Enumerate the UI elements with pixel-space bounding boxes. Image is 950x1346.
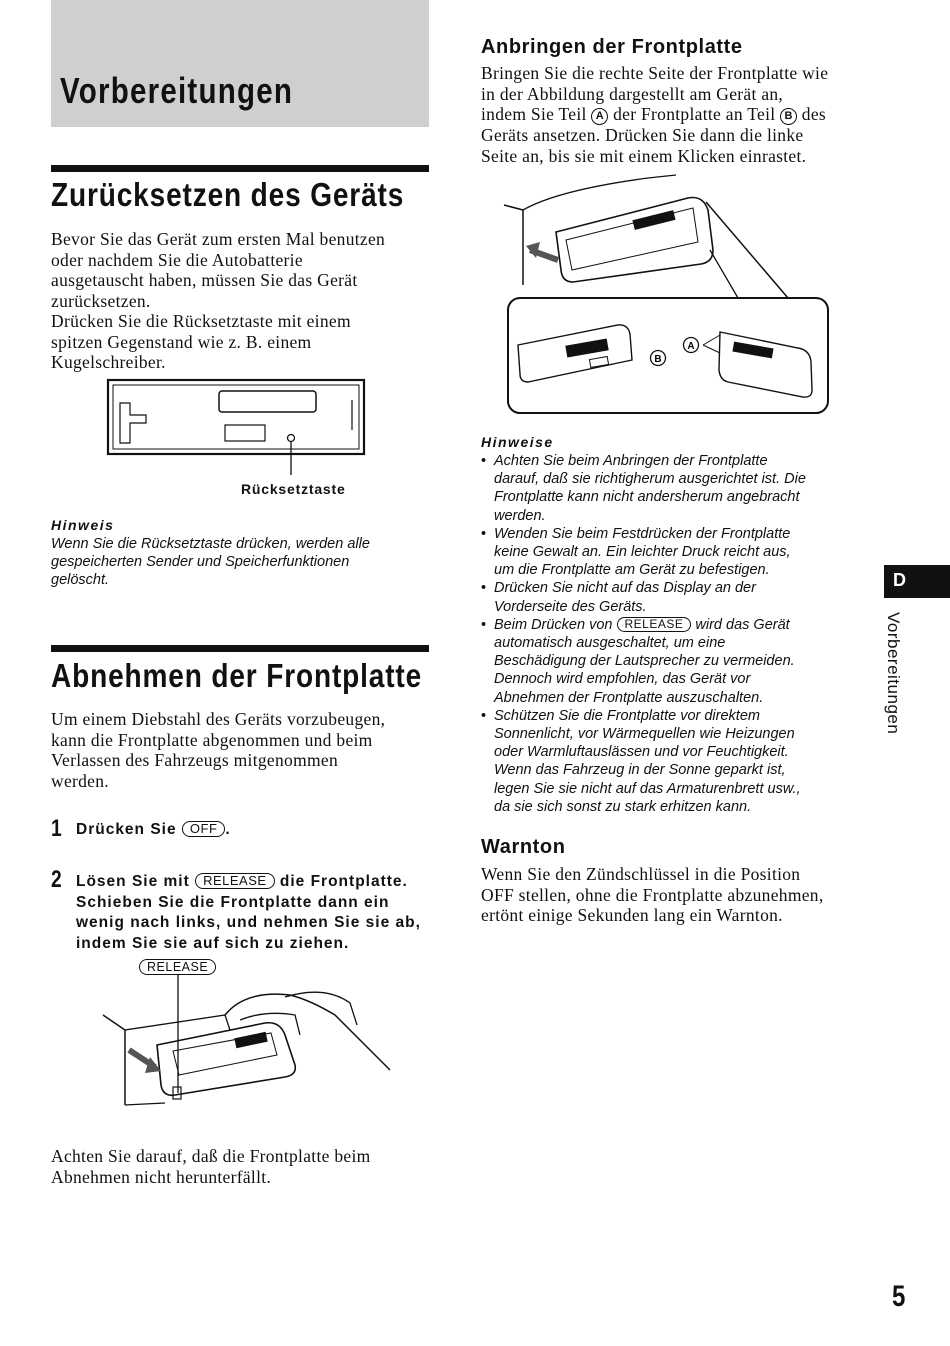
off-button[interactable]: OFF	[182, 821, 226, 837]
detach-caption: Achten Sie darauf, daß die Frontplatte beim Abnehmen nicht herunterfällt.	[51, 1146, 371, 1187]
reset-figure	[100, 375, 380, 480]
attach-body: Bringen Sie die rechte Seite der Frontplatte wie in der Abbildung dargestellt am Gerät an, indem Sie Teil A der Frontplatte an Teil B des Geräts ansetzen. Drücken Sie dann die linke Seite an, bis sie mit einem Klicken einrastet.	[481, 63, 829, 166]
list-item: • Beim Drücken von RELEASE wird das Gerät automatisch ausgeschaltet, um eine Beschädigung der Lautsprecher zu vermeiden. Dennoch wird empfohlen, das Gerät vor Abnehmen der Frontplatte auszuschalten.	[481, 616, 881, 707]
svg-text:A: A	[687, 341, 695, 352]
attach-figure	[498, 170, 838, 420]
list-item: • Schützen Sie die Frontplatte vor direktem Sonnenlicht, vor Wärmequellen wie Heizungen oder Warmluftauslässen und vor Feuchtigkeit. Wenn das Fahrzeug in der Sonne geparkt ist, legen Sie sie nicht auf das Armaturenbrett usw., da sie sich sonst zu stark erhitzen kann.	[481, 707, 881, 816]
step-1-text: Drücken Sie OFF .	[76, 821, 231, 838]
release-key-icon: RELEASE	[617, 617, 692, 632]
notes-heading: Hinweise	[481, 434, 554, 450]
svg-text:B: B	[654, 354, 662, 365]
page-title: Vorbereitungen	[60, 70, 294, 111]
page-number: 5	[892, 1280, 907, 1313]
release-button[interactable]: RELEASE	[195, 873, 274, 889]
list-item: • Wenden Sie beim Festdrücken der Frontplatte keine Gewalt an. Ein leichter Druck reicht aus, um die Frontplatte am Gerät zu befestigen.	[481, 525, 881, 580]
warnton-body: Wenn Sie den Zündschlüssel in die Position OFF stellen, ohne die Frontplatte abzunehmen, ertönt einige Sekunden lang ein Warnton.	[481, 864, 824, 925]
detach-heading: Abnehmen der Frontplatte	[51, 657, 423, 694]
section-rule	[51, 165, 429, 172]
reset-button-icon	[288, 435, 295, 442]
step-2-number: 2	[51, 866, 63, 893]
release-key-icon: RELEASE	[139, 959, 216, 975]
detach-figure	[95, 975, 405, 1110]
side-section-label: Vorbereitungen	[884, 612, 903, 735]
step-2-text: Lösen Sie mit RELEASE die Frontplatte. Schieben Sie die Frontplatte dann ein wenig nach links, und nehmen Sie sie ab, indem Sie sie auf sich zu ziehen.	[76, 873, 421, 952]
reset-heading: Zurücksetzen des Geräts	[51, 176, 405, 213]
list-item: • Achten Sie beim Anbringen der Frontplatte darauf, daß sie richtigherum ausgerichtet ist. Die Frontplatte kann nicht andersherum angebracht werden.	[481, 452, 881, 525]
marker-a-icon: A	[591, 108, 608, 125]
reset-note-body: Wenn Sie die Rücksetztaste drücken, werden alle gespeicherten Sender und Speicherfunktionen gelöscht.	[51, 536, 370, 589]
reset-body: Bevor Sie das Gerät zum ersten Mal benutzen oder nachdem Sie die Autobatterie ausgetauscht haben, müssen Sie das Gerät zurücksetzen. Drücken Sie die Rücksetztaste mit einem spitzen Gegenstand wie z. B. einem Kugelschreiber.	[51, 229, 386, 372]
section-tab: D	[884, 565, 950, 598]
attach-heading: Anbringen der Frontplatte	[481, 36, 743, 58]
reset-note-heading: Hinweis	[51, 517, 115, 533]
list-item: • Drücken Sie nicht auf das Display an der Vorderseite des Geräts.	[481, 579, 881, 615]
marker-b-icon: B	[780, 108, 797, 125]
detach-body: Um einem Diebstahl des Geräts vorzubeugen, kann die Frontplatte abgenommen und beim Verlassen des Fahrzeugs mitgenommen werden.	[51, 709, 386, 791]
warnton-heading: Warnton	[481, 836, 566, 858]
step-1-number: 1	[51, 815, 63, 842]
section-rule	[51, 645, 429, 652]
notes-list	[481, 452, 881, 816]
reset-button-label: Rücksetztaste	[241, 481, 346, 497]
